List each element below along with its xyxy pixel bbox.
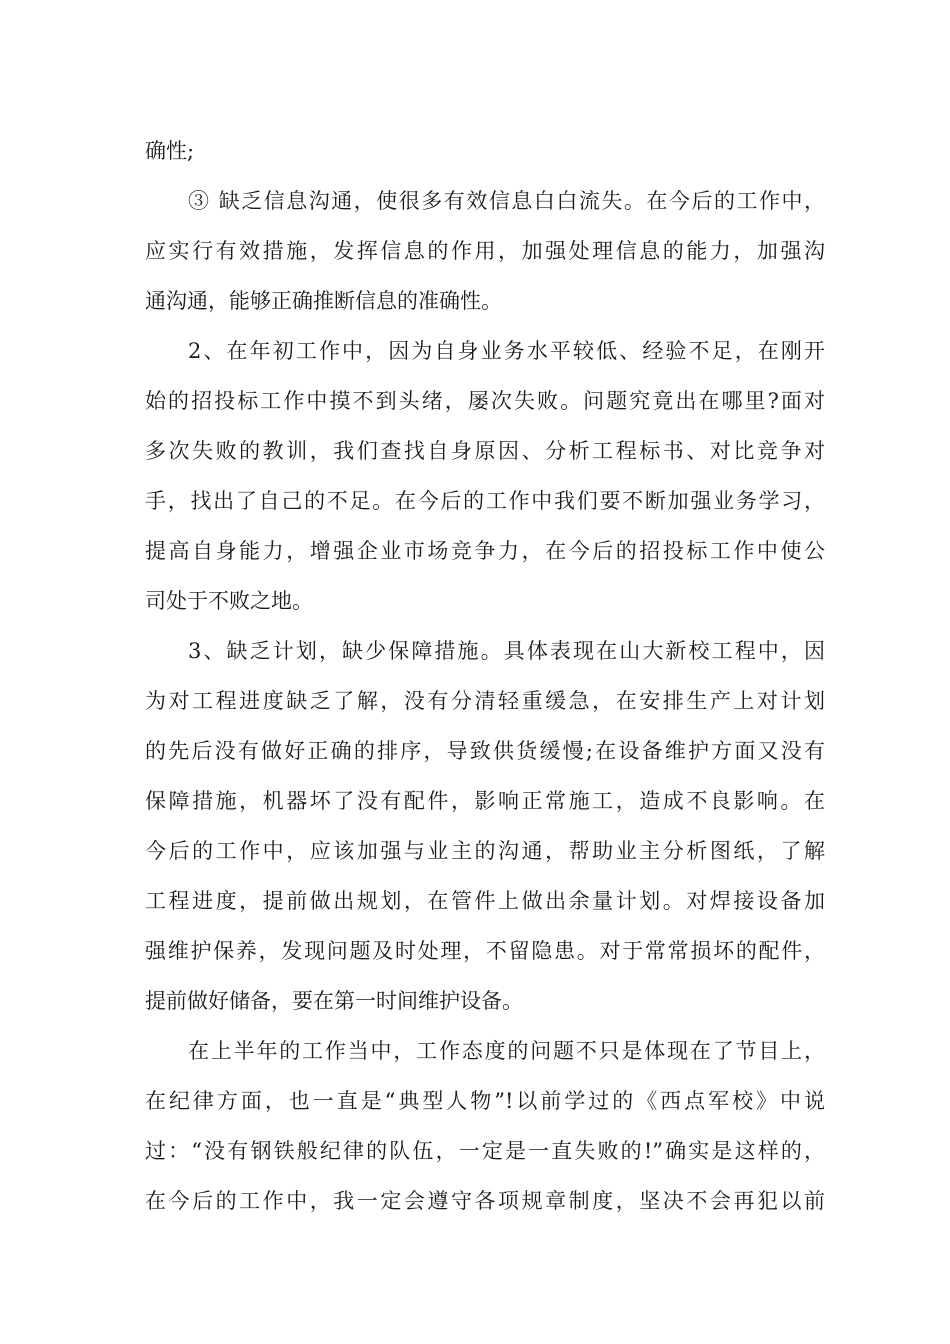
text-line: 手，找出了自己的不足。在今后的工作中我们要不断加强业务学习， xyxy=(145,489,825,513)
text-line: 的先后没有做好正确的排序，导致供货缓慢;在设备维护方面又没有 xyxy=(145,739,825,763)
text-line: 过：“没有钢铁般纪律的队伍，一定是一直失败的!”确实是这样的， xyxy=(145,1139,825,1163)
text-line: 确性; xyxy=(145,139,195,163)
text-line: 在今后的工作中，我一定会遵守各项规章制度，坚决不会再犯以前 xyxy=(145,1189,825,1213)
text-line: 2、在年初工作中，因为自身业务水平较低、经验不足，在刚开 xyxy=(188,339,825,363)
text-line: 通沟通，能够正确推断信息的准确性。 xyxy=(145,289,502,313)
text-line: 始的招投标工作中摸不到头绪，屡次失败。问题究竟出在哪里?面对 xyxy=(145,389,825,413)
text-line: 3、缺乏计划，缺少保障措施。具体表现在山大新校工程中，因 xyxy=(188,639,825,663)
text-line: 今后的工作中，应该加强与业主的沟通，帮助业主分析图纸，了解 xyxy=(145,839,825,863)
text-line: 在上半年的工作当中，工作态度的问题不只是体现在了节目上， xyxy=(188,1039,825,1063)
text-line: 工程进度，提前做出规划，在管件上做出余量计划。对焊接设备加 xyxy=(145,889,825,913)
text-line: 多次失败的教训，我们查找自身原因、分析工程标书、对比竞争对 xyxy=(145,439,825,463)
text-line: 司处于不败之地。 xyxy=(145,589,313,613)
text-line: 强维护保养，发现问题及时处理，不留隐患。对于常常损坏的配件， xyxy=(145,939,825,963)
text-line: 应实行有效措施，发挥信息的作用，加强处理信息的能力，加强沟 xyxy=(145,239,825,263)
text-line: 提高自身能力，增强企业市场竞争力，在今后的招投标工作中使公 xyxy=(145,539,825,563)
text-line: 为对工程进度缺乏了解，没有分清轻重缓急，在安排生产上对计划 xyxy=(145,689,825,713)
text-line: 保障措施，机器坏了没有配件，影响正常施工，造成不良影响。在 xyxy=(145,789,825,813)
text-line: ③ 缺乏信息沟通，使很多有效信息白白流失。在今后的工作中， xyxy=(188,189,825,213)
text-line: 在纪律方面，也一直是“典型人物”!以前学过的《西点军校》中说 xyxy=(145,1089,825,1113)
text-line: 提前做好储备，要在第一时间维护设备。 xyxy=(145,989,523,1013)
